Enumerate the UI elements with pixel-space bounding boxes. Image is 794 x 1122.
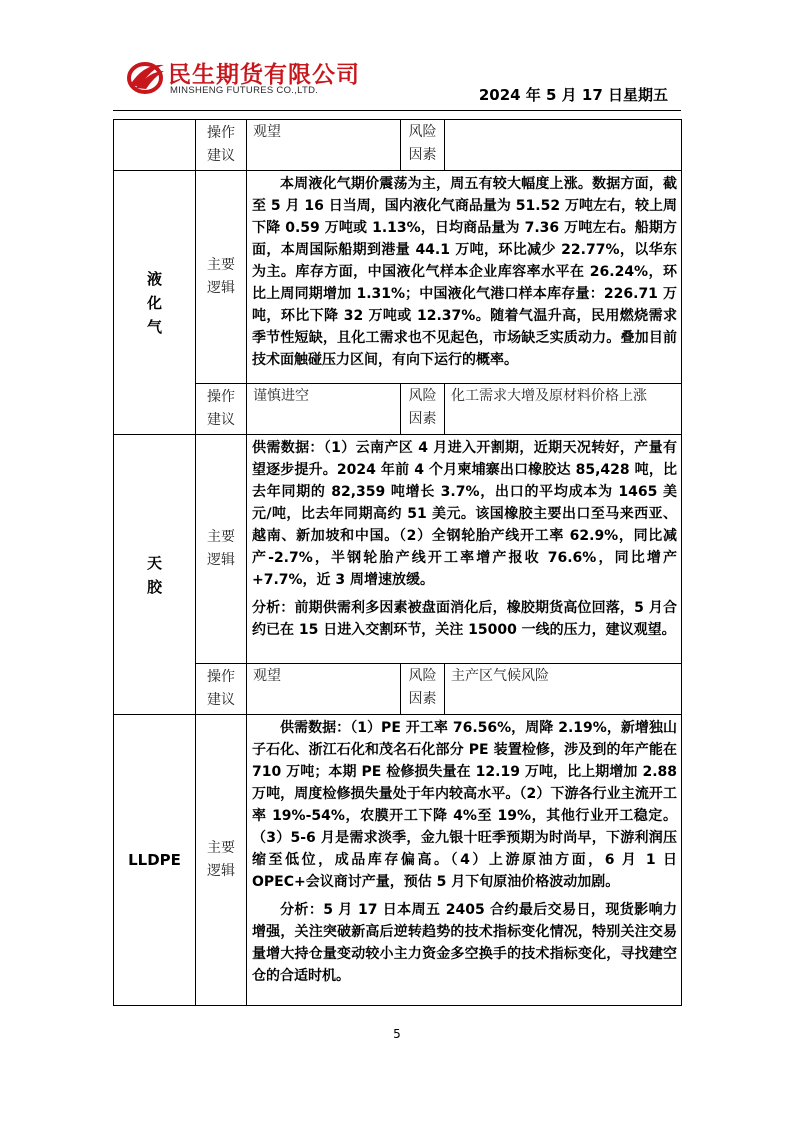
- lldpe-logic-text: [247, 715, 682, 1006]
- category-cell-prev: [114, 120, 196, 171]
- risk-label: 风险因素: [401, 384, 445, 435]
- company-name-en: MINSHENG FUTURES CO.,LTD.: [170, 85, 319, 96]
- main-logic-label: 主要逻辑: [196, 171, 247, 384]
- risk-label: 风险因素: [401, 120, 445, 171]
- lpg-logic-paragraph: 本周液化气期价震荡为主，周五有较大幅度上涨。数据方面，截至 5 月 16 日当周，国内液化气商品量为 51.52 万吨左右，较上周下降 0.59 万吨或 1.13%，日均商品量为 7.36 万吨左右。船期方面，本周国际船期到港量 44.1 万吨，环比减少 22.77%，以华东为主。库存方面，中国液化气样本企业库容率水平在 26.24%，环比上周同期增加 1.31%；中国液化气港口样本库存量：226.71 万吨，环比下降 32 万吨或 12.37%。随着气温升高，民用燃烧需求季节性短缺，且化工需求也不见起色，市场缺乏实质动力。叠加目前技术面触碰压力区间，有向下运行的概率。: [252, 176, 677, 368]
- category-lldpe: LLDPE: [114, 715, 196, 1006]
- category-rubber: 天胶: [114, 435, 196, 715]
- rubber-logic-paragraph-2: 分析：前期供需利多因素被盘面消化后，橡胶期货高位回落，5 月合约已在 15 日进入交割环节，关注 15000 一线的压力，建议观望。: [252, 600, 677, 638]
- risk-label: 风险因素: [401, 664, 445, 715]
- operation-value: 观望: [247, 120, 401, 171]
- operation-label: 操作建议: [196, 120, 247, 171]
- table-row-prev-operation: [114, 120, 682, 171]
- page-number: 5: [393, 1027, 401, 1041]
- lldpe-logic-paragraph-1: 供需数据：（1）PE 开工率 76.56%，周降 2.19%，新增独山子石化、浙江石化和茂名石化部分 PE 装置检修，涉及到的年产能在 710 万吨；本期 PE 检修损失量在 12.19 万吨，比上期增加 2.88 万吨，周度检修损失量处于年内较高水平。（2）下游各行业主流开工率 19%-54%，农膜开工下降 4%至 19%，其他行业开工稳定。（3）5-6 月是需求淡季，金九银十旺季预期为时尚早，下游利润压缩至低位，成品库存偏高。（4）上游原油方面，6 月 1 日 OPEC+会议商讨产量，预估 5 月下旬原油价格波动加剧。: [252, 720, 677, 890]
- table-row-rubber-logic: [114, 435, 682, 664]
- operation-label: 操作建议: [196, 664, 247, 715]
- commodity-analysis-table: [113, 119, 682, 1006]
- rubber-logic-text: [247, 435, 682, 664]
- main-logic-label: 主要逻辑: [196, 715, 247, 1006]
- company-logo: [124, 55, 374, 103]
- table-row-rubber-operation: [114, 664, 682, 715]
- minsheng-logo-icon: [126, 57, 166, 97]
- lpg-logic-text: [247, 171, 682, 384]
- operation-label: 操作建议: [196, 384, 247, 435]
- table-row-lldpe-logic: [114, 715, 682, 1006]
- main-logic-label: 主要逻辑: [196, 435, 247, 664]
- header-divider: [113, 110, 681, 111]
- rubber-operation-value: 观望: [247, 664, 401, 715]
- category-lpg: 液化气: [114, 171, 196, 435]
- risk-value: [445, 120, 682, 171]
- lldpe-logic-paragraph-2: 分析：5 月 17 日本周五 2405 合约最后交易日，现货影响力增强，关注突破新高后逆转趋势的技术指标变化情况，特别关注交易量增大持仓量变动较小主力资金多空换手的技术指标变化，寻找建空仓的合适时机。: [252, 902, 677, 984]
- lpg-operation-value: 谨慎进空: [247, 384, 401, 435]
- table-row-lpg-operation: [114, 384, 682, 435]
- rubber-risk-value: 主产区气候风险: [445, 664, 682, 715]
- table-row-lpg-logic: [114, 171, 682, 384]
- rubber-logic-paragraph-1: 供需数据：（1）云南产区 4 月进入开割期，近期天况转好，产量有望逐步提升。2024 年前 4 个月柬埔寨出口橡胶达 85,428 吨，比去年同期的 82,359 吨增长 3.7%，出口的平均成本为 1465 美元/吨，比去年同期高约 51 美元。该国橡胶主要出口至马来西亚、越南、新加坡和中国。（2）全钢轮胎产线开工率 62.9%，同比减产-2.7%，半钢轮胎产线开工率增产报收 76.6%，同比增产+7.7%，近 3 周增速放缓。: [252, 440, 677, 588]
- report-date: 2024 年 5 月 17 日星期五: [478, 86, 668, 104]
- lpg-risk-value: 化工需求大增及原材料价格上涨: [445, 384, 682, 435]
- company-name-cn: 民生期货有限公司: [168, 62, 360, 88]
